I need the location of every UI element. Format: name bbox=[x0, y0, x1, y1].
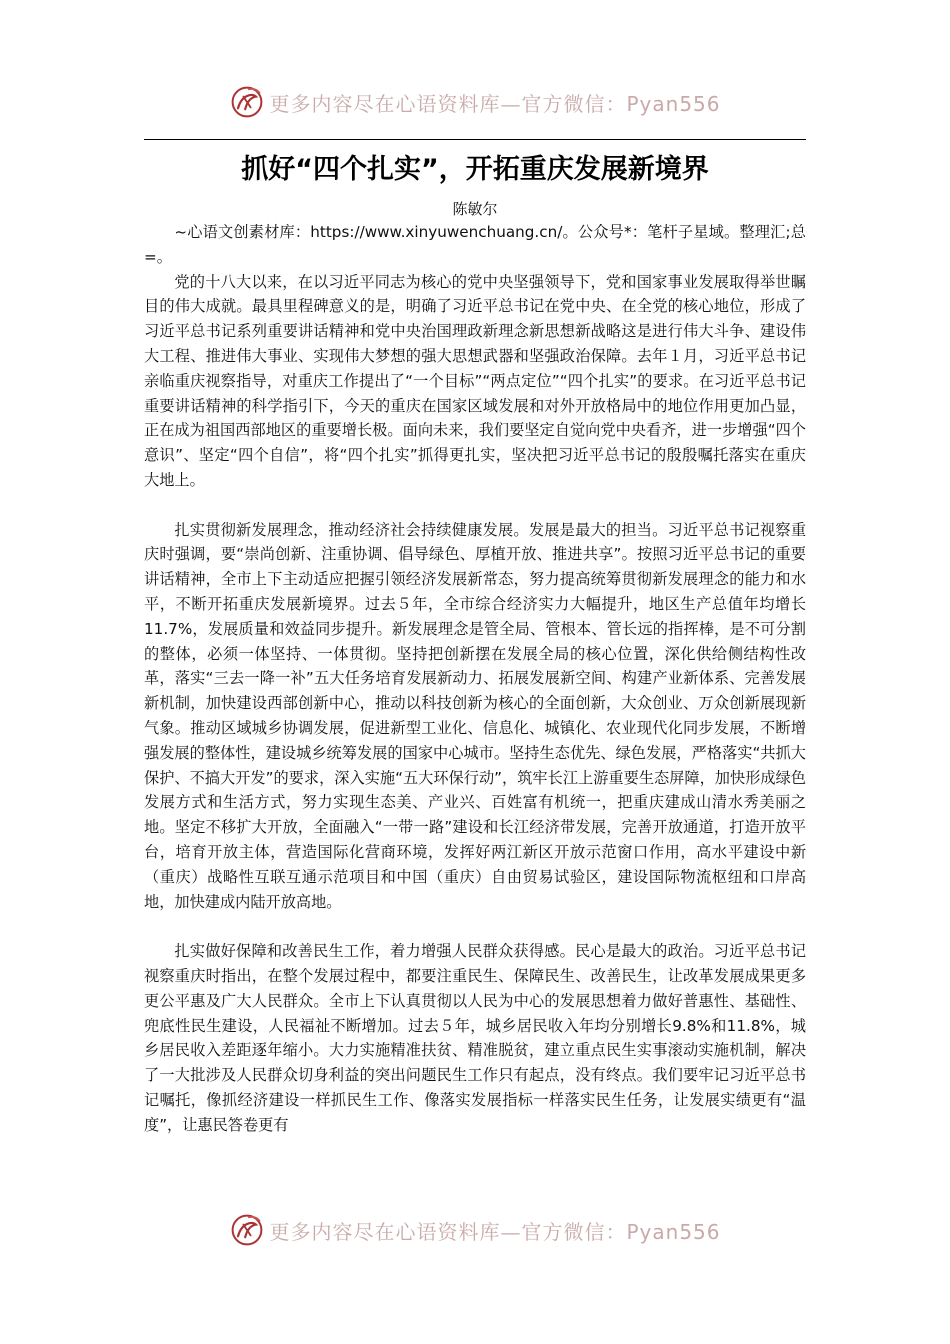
article-author: 陈敏尔 bbox=[452, 200, 498, 218]
header-rule bbox=[144, 139, 806, 140]
watermark-text: 更多内容尽在心语资料库—官方微信：Pyan556 bbox=[269, 1219, 721, 1244]
watermark-banner-bottom bbox=[0, 1208, 950, 1252]
paragraph: 扎实做好保障和改善民生工作，着力增强人民群众获得感。民心是最大的政治。习近平总书记视察重庆时指出，在整个发展过程中，都要注重民生、保障民生、改善民生，让改革发展成果更多更公平惠及广大人民群众。全市上下认真贯彻以人民为中心的发展思想着力做好普惠性、基础性、兜底性民生建设，人民福祉不断增加。过去５年，城乡居民收入年均分别增长9.8%和11.8%，城乡居民收入差距逐年缩小。大力实施精准扶贫、精准脱贫，建立重点民生实事滚动实施机制，解决了一大批涉及人民群众切身利益的突出问题民生工作只有起点，没有终点。我们要牢记习近平总书记嘱托，像抓经济建设一样抓民生工作、像落实发展指标一样落实民生任务，让发展实绩更有“温度”，让惠民答卷更有 bbox=[144, 942, 806, 1134]
source-note: ~心语文创素材库：https://www.xinyuwenchuang.cn/。公众号*：笔杆子星域。整理汇;总=。 bbox=[144, 223, 806, 266]
watermark-text: 更多内容尽在心语资料库—官方微信：Pyan556 bbox=[269, 91, 721, 116]
watermark-banner-top bbox=[0, 80, 950, 124]
paragraph: 扎实贯彻新发展理念，推动经济社会持续健康发展。发展是最大的担当。习近平总书记视察重庆时强调，要“崇尚创新、注重协调、倡导绿色、厚植开放、推进共享”。按照习近平总书记的重要讲话精神，全市上下主动适应把握引领经济发展新常态，努力提高统筹贯彻新发展理念的能力和水平，不断开拓重庆发展新境界。过去５年，全市综合经济实力大幅提升，地区生产总值年均增长11.7%，发展质量和效益同步提升。新发展理念是管全局、管根本、管长远的指挥棒，是不可分割的整体，必须一体坚持、一体贯彻。坚持把创新摆在发展全局的核心位置，深化供给侧结构性改革，落实“三去一降一补”五大任务培育发展新动力、拓展发展新空间、构建产业新体系、完善发展新机制，加快建设西部创新中心，推动以科技创新为核心的全面创新，大众创业、万众创新展现新气象。推动区域城乡协调发展，促进新型工业化、信息化、城镇化、农业现代化同步发展，不断增强发展的整体性，建设城乡统筹发展的国家中心城市。坚持生态优先、绿色发展，严格落实“共抓大保护、不搞大开发”的要求，深入实施“五大环保行动”，筑牢长江上游重要生态屏障，加快形成绿色发展方式和生活方式，努力实现生态美、产业兴、百姓富有机统一，把重庆建成山清水秀美丽之地。坚定不移扩大开放，全面融入“一带一路”建设和长江经济带发展，完善开放通道，打造开放平台，培育开放主体，营造国际化营商环境，发挥好两江新区开放示范窗口作用，高水平建设中新（重庆）战略性互联互通示范项目和中国（重庆）自由贸易试验区，建设国际物流枢纽和口岸高地，加快建成内陆开放高地。 bbox=[144, 520, 806, 911]
watermark-logo-icon bbox=[229, 84, 265, 120]
article-body bbox=[144, 220, 806, 1137]
watermark-logo-icon bbox=[229, 1212, 265, 1248]
article-title: 抓好“四个扎实”，开拓重庆发展新境界 bbox=[241, 154, 709, 185]
paragraph: 党的十八大以来，在以习近平同志为核心的党中央坚强领导下，党和国家事业发展取得举世瞩目的伟大成就。最具里程碑意义的是，明确了习近平总书记在党中央、在全党的核心地位，形成了习近平总书记系列重要讲话精神和党中央治国理政新理念新思想新战略这是进行伟大斗争、建设伟大工程、推进伟大事业、实现伟大梦想的强大思想武器和坚强政治保障。去年１月，习近平总书记亲临重庆视察指导，对重庆工作提出了“一个目标”“两点定位”“四个扎实”的要求。在习近平总书记重要讲话精神的科学指引下，今天的重庆在国家区域发展和对外开放格局中的地位作用更加凸显，正在成为祖国西部地区的重要增长极。面向未来，我们要坚定自觉向党中央看齐，进一步增强“四个意识”、坚定“四个自信”，将“四个扎实”抓得更扎实，坚决把习近平总书记的殷殷嘱托落实在重庆大地上。 bbox=[144, 272, 806, 489]
